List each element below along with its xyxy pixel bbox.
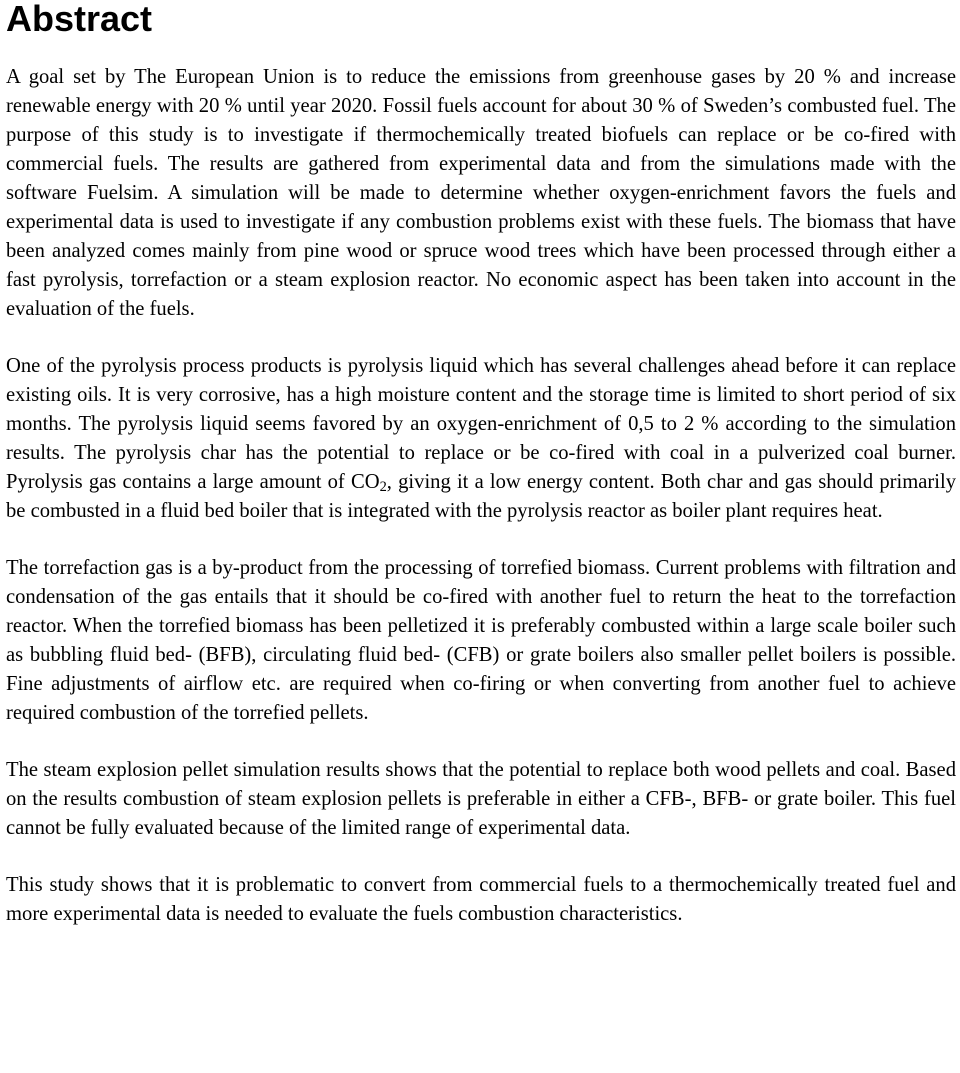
- abstract-paragraph-1: A goal set by The European Union is to reduce the emissions from greenhouse gases by 20 % and increase renewable energy with 20 % until year 2020. Fossil fuels account for about 30 % of Sweden’s combusted fuel. The purpose of this study is to investigate if thermochemically treated biofuels can replace or be co-fired with commercial fuels. The results are gathered from experimental data and from the simulations made with the software Fuelsim. A simulation will be made to determine whether oxygen-enrichment favors the fuels and experimental data is used to investigate if any combustion problems exist with these fuels. The biomass that have been analyzed comes mainly from pine wood or spruce wood trees which have been processed through either a fast pyrolysis, torrefaction or a steam explosion reactor. No economic aspect has been taken into account in the evaluation of the fuels.: [6, 66, 956, 320]
- co2-subscript: 2: [379, 478, 387, 495]
- abstract-paragraph-3: The torrefaction gas is a by-product from the processing of torrefied biomass. Current problems with filtration and condensation of the gas entails that it should be co-fired with another fuel to return the heat to the torrefaction reactor. When the torrefied biomass has been pelletized it is preferably combusted within a large scale boiler such as bubbling fluid bed- (BFB), circulating fluid bed- (CFB) or grate boilers also smaller pellet boilers is possible. Fine adjustments of airflow etc. are required when co-firing or when converting from another fuel to achieve required combustion of the torrefied pellets.: [6, 557, 956, 724]
- abstract-paragraph-5: This study shows that it is problematic to convert from commercial fuels to a thermochemically treated fuel and more experimental data is needed to evaluate the fuels combustion characteristics.: [6, 874, 956, 925]
- abstract-heading: Abstract: [6, 0, 153, 39]
- paragraph-2-text-part-1: One of the pyrolysis process products is pyrolysis liquid which has several challenges ahead before it can replace existing oils. It is very corrosive, has a high moisture content and the storage time is limited to short period of six months. The pyrolysis liquid seems favored by an oxygen-enrichment of 0,5 to 2 % according to the simulation results. The pyrolysis char has the potential to replace or be co-fired with coal in a pulverized coal burner. Pyrolysis gas contains a large amount of CO: [6, 355, 956, 493]
- abstract-paragraph-2: [6, 352, 956, 526]
- paragraph-2-text-part-2: , giving it a low energy content. Both char and gas should primarily be combusted in a fluid bed boiler that is integrated with the pyrolysis reactor as boiler plant requires heat.: [6, 471, 956, 522]
- abstract-paragraph-4: The steam explosion pellet simulation results shows that the potential to replace both wood pellets and coal. Based on the results combustion of steam explosion pellets is preferable in either a CFB-, BFB- or grate boiler. This fuel cannot be fully evaluated because of the limited range of experimental data.: [6, 759, 956, 839]
- document-page: [6, 0, 956, 929]
